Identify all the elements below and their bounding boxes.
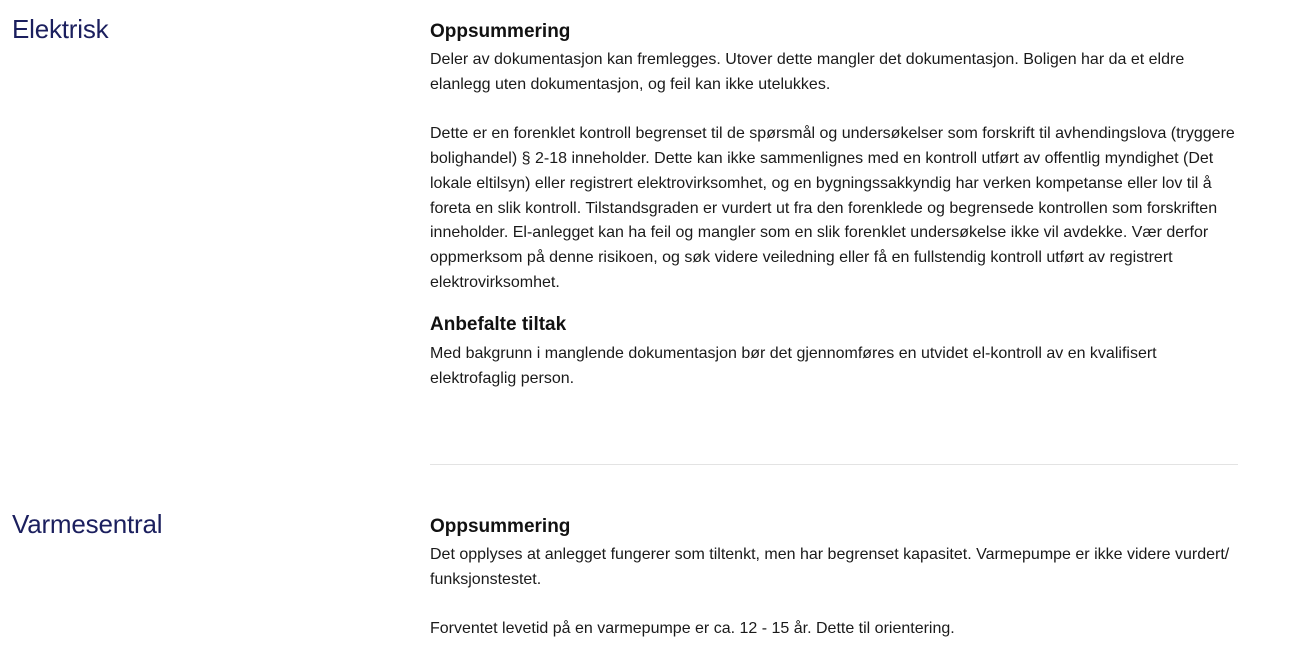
section-title: Varmesentral [12,509,163,539]
summary-paragraph: Forventet levetid på en varmepumpe er ca. 12 - 15 år. Dette til orientering. [430,620,955,638]
section-divider [430,464,1238,465]
recommendation-paragraph: Med bakgrunn i manglende dokumentasjon bør det gjennomføres en utvidet el-kontroll av en kvalifisert elektrofaglig person. [430,345,1157,388]
summary-paragraph: Deler av dokumentasjon kan fremlegges. Utover dette mangler det dokumentasjon. Boligen har da et eldre elanlegg uten dokumentasjon, og feil kan ikke utelukkes. [430,51,1185,93]
section-body [430,515,1238,642]
summary-paragraph: Dette er en forenklet kontroll begrenset til de spørsmål og undersøkelser som forskrift til avhendingslova (tryggere bolighandel) § 2-18 inneholder. Dette kan ikke sammenlignes med en kontroll utført av offentlig myndighet (Det lokale eltilsyn) eller registrert elektrovirksomhet, og en bygningssakkyndig har verken kompetanse eller lov til å foreta en slik kontroll. Tilstandsgraden er vurdert ut fra den forenklede og begrensede kontrollen som forskriften inneholder. El-anlegget kan ha feil og mangler som en slik forenklet undersøkelse ikke vil avdekke. Vær derfor oppmerksom på denne risikoen, og søk videre veiledning eller få en fullstendig kontroll utført av registrert elektrovirksomhet. [430,125,1235,291]
section-title: Elektrisk [12,14,109,44]
recommendation-heading: Anbefalte tiltak [430,314,567,336]
summary-heading: Oppsummering [430,21,571,42]
summary-paragraph: Det opplyses at anlegget fungerer som tiltenkt, men har begrenset kapasitet. Varmepumpe er ikke videre vurdert/ funksjonstestet. [430,546,1230,588]
summary-heading: Oppsummering [430,516,571,537]
section-body [430,20,1238,392]
